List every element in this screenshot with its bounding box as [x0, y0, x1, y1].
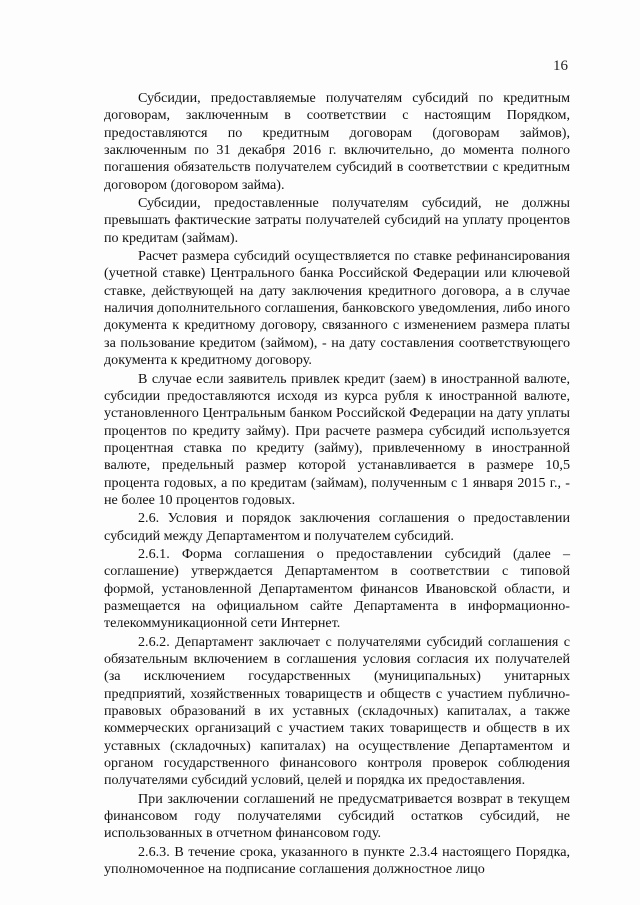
section-2-6-heading: 2.6. Условия и порядок заключения соглашения о предоставлении субсидий между Департаментом и получателем субсидий. [104, 510, 570, 544]
document-body [104, 90, 570, 878]
paragraph-no-return: При заключении соглашений не предусматривается возврат в текущем финансовом году получателями субсидий остатков субсидий, не использованных в отчетном финансовом году. [104, 790, 570, 842]
paragraph-subsidy-calculation: Расчет размера субсидий осуществляется по ставке рефинансирования (учетной ставке) Центрального банка Российской Федерации или ключевой ставке, действующей на дату заключения кредитного договора, а в случае наличия дополнительного соглашения, банковского уведомления, либо иного документа к кредитному договору, связанного с изменением размера платы за пользование кредитом (займом), - на дату составления соответствующего документа к кредитному договору. [104, 248, 570, 369]
section-2-6-2: 2.6.2. Департамент заключает с получателями субсидий соглашения с обязательным включением в соглашения условия согласия их получателей (за исключением государственных (муниципальных) унитарных предприятий, хозяйственных товариществ и обществ с участием публично-правовых образований в их уставных (складочных) капиталах, а также коммерческих организаций с участием таких товариществ и обществ в их уставных (складочных) капиталах) на осуществление Департаментом и органом государственного финансового контроля проверок соблюдения получателями субсидий условий, целей и порядка их предоставления. [104, 633, 570, 789]
section-2-6-3: 2.6.3. В течение срока, указанного в пункте 2.3.4 настоящего Порядка, уполномоченное на подписание соглашения должностное лицо [104, 843, 570, 878]
paragraph-foreign-currency: В случае если заявитель привлек кредит (заем) в иностранной валюте, субсидии предоставляются исходя из курса рубля к иностранной валюте, установленного Центральным банком Российской Федерации на дату уплаты процентов по кредиту займу). При расчете размера субсидий используется процентная ставка по кредиту (займу), привлеченному в иностранной валюте, предельный размер которой устанавливается в размере 10,5 процента годовых, а по кредитам (займам), полученным с 1 января 2015 г., - не более 10 процентов годовых. [104, 370, 570, 508]
paragraph-subsidy-term: Субсидии, предоставляемые получателям субсидий по кредитным договорам, заключенным в соответствии с настоящим Порядком, предоставляются по кредитным договорам (договорам займов), заключенным по 31 декабря 2016 г. включительно, до момента полного погашения обязательств получателем субсидий в соответствии с кредитным договором (договором займа). [104, 90, 570, 193]
paragraph-subsidy-limit: Субсидии, предоставленные получателям субсидий, не должны превышать фактические затраты получателей субсидий на уплату процентов по кредитам (займам). [104, 195, 570, 246]
section-2-6-1: 2.6.1. Форма соглашения о предоставлении субсидий (далее – соглашение) утверждается Департаментом в соответствии с типовой формой, установленной Департаментом финансов Ивановской области, и размещается на официальном сайте Департамента в информационно-телекоммуникационной сети Интернет. [104, 545, 570, 632]
page-number: 16 [553, 58, 568, 74]
